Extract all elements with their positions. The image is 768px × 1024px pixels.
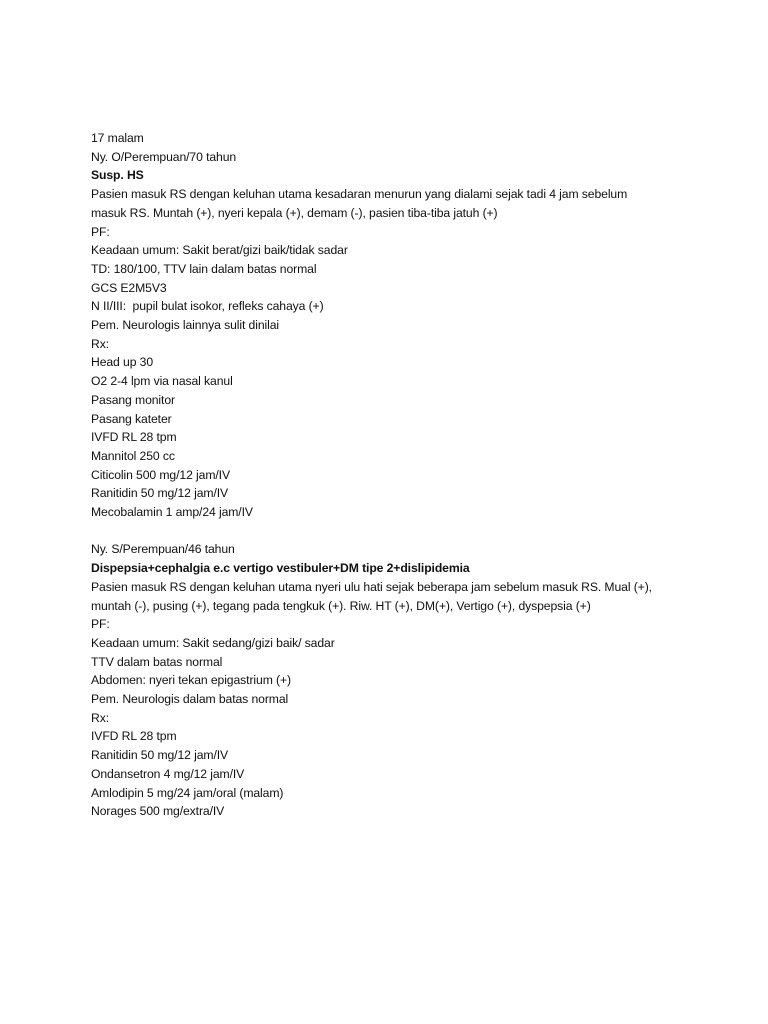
case-1-rx-item: Citicolin 500 mg/12 jam/IV [91, 467, 230, 482]
case-1-pf-label: PF: [91, 224, 110, 239]
case-1-rx-item: Head up 30 [91, 355, 154, 370]
case-2-pf-item: Keadaan umum: Sakit sedang/gizi baik/ sadar [91, 635, 335, 650]
case-2-rx-item: Amlodipin 5 mg/24 jam/oral (malam) [91, 785, 284, 800]
case-1-rx-item: Pasang kateter [91, 411, 172, 426]
case-2-patient: Ny. S/Perempuan/46 tahun [91, 542, 235, 557]
case-2-rx-item: IVFD RL 28 tpm [91, 729, 177, 744]
document-body [91, 129, 711, 821]
case-2-pf-item: TTV dalam batas normal [91, 654, 223, 669]
case-2-pf-item: Abdomen: nyeri tekan epigastrium (+) [91, 673, 291, 688]
case-1-rx-item: Pasang monitor [91, 392, 175, 407]
case-2 [91, 540, 711, 821]
case-2-pf-label: PF: [91, 617, 110, 632]
case-2-rx-item: Norages 500 mg/extra/IV [91, 804, 225, 819]
case-1-rx-item: IVFD RL 28 tpm [91, 430, 177, 445]
case-1-pf-item: Pem. Neurologis lainnya sulit dinilai [91, 318, 280, 333]
case-2-rx-item: Ranitidin 50 mg/12 jam/IV [91, 748, 229, 763]
case-1 [91, 129, 711, 522]
case-1-rx-item: Ranitidin 50 mg/12 jam/IV [91, 486, 229, 501]
case-1-pf-item: GCS E2M5V3 [91, 280, 167, 295]
case-2-diagnosis: Dispepsia+cephalgia e.c vertigo vestibuler+DM tipe 2+dislipidemia [91, 561, 470, 576]
case-2-history-line-2: muntah (-), pusing (+), tegang pada tengkuk (+). Riw. HT (+), DM(+), Vertigo (+), dyspepsia (+) [91, 598, 591, 613]
case-1-history-line-2: masuk RS. Muntah (+), nyeri kepala (+), demam (-), pasien tiba-tiba jatuh (+) [91, 205, 498, 220]
case-1-diagnosis: Susp. HS [91, 168, 144, 183]
case-2-rx-item: Ondansetron 4 mg/12 jam/IV [91, 766, 245, 781]
case-1-rx-label: Rx: [91, 336, 109, 351]
case-1-patient: Ny. O/Perempuan/70 tahun [91, 149, 237, 164]
case-2-pf-item: Pem. Neurologis dalam batas normal [91, 692, 289, 707]
case-2-history-line-1: Pasien masuk RS dengan keluhan utama nyeri ulu hati sejak beberapa jam sebelum masuk RS. Mual (+), [91, 579, 652, 594]
case-1-pf-item: Keadaan umum: Sakit berat/gizi baik/tidak sadar [91, 243, 348, 258]
case-1-pf-item: TD: 180/100, TTV lain dalam batas normal [91, 261, 317, 276]
section-gap [91, 522, 711, 541]
case-2-rx-label: Rx: [91, 710, 109, 725]
case-1-history-line-1: Pasien masuk RS dengan keluhan utama kesadaran menurun yang dialami sejak tadi 4 jam sebelum [91, 187, 628, 202]
case-1-pf-item: N II/III: pupil bulat isokor, refleks cahaya (+) [91, 299, 324, 314]
case-1-rx-item: Mecobalamin 1 amp/24 jam/IV [91, 505, 253, 520]
case-1-rx-item: Mannitol 250 cc [91, 448, 175, 463]
case-1-rx-item: O2 2-4 lpm via nasal kanul [91, 374, 233, 389]
case-1-time: 17 malam [91, 131, 144, 145]
